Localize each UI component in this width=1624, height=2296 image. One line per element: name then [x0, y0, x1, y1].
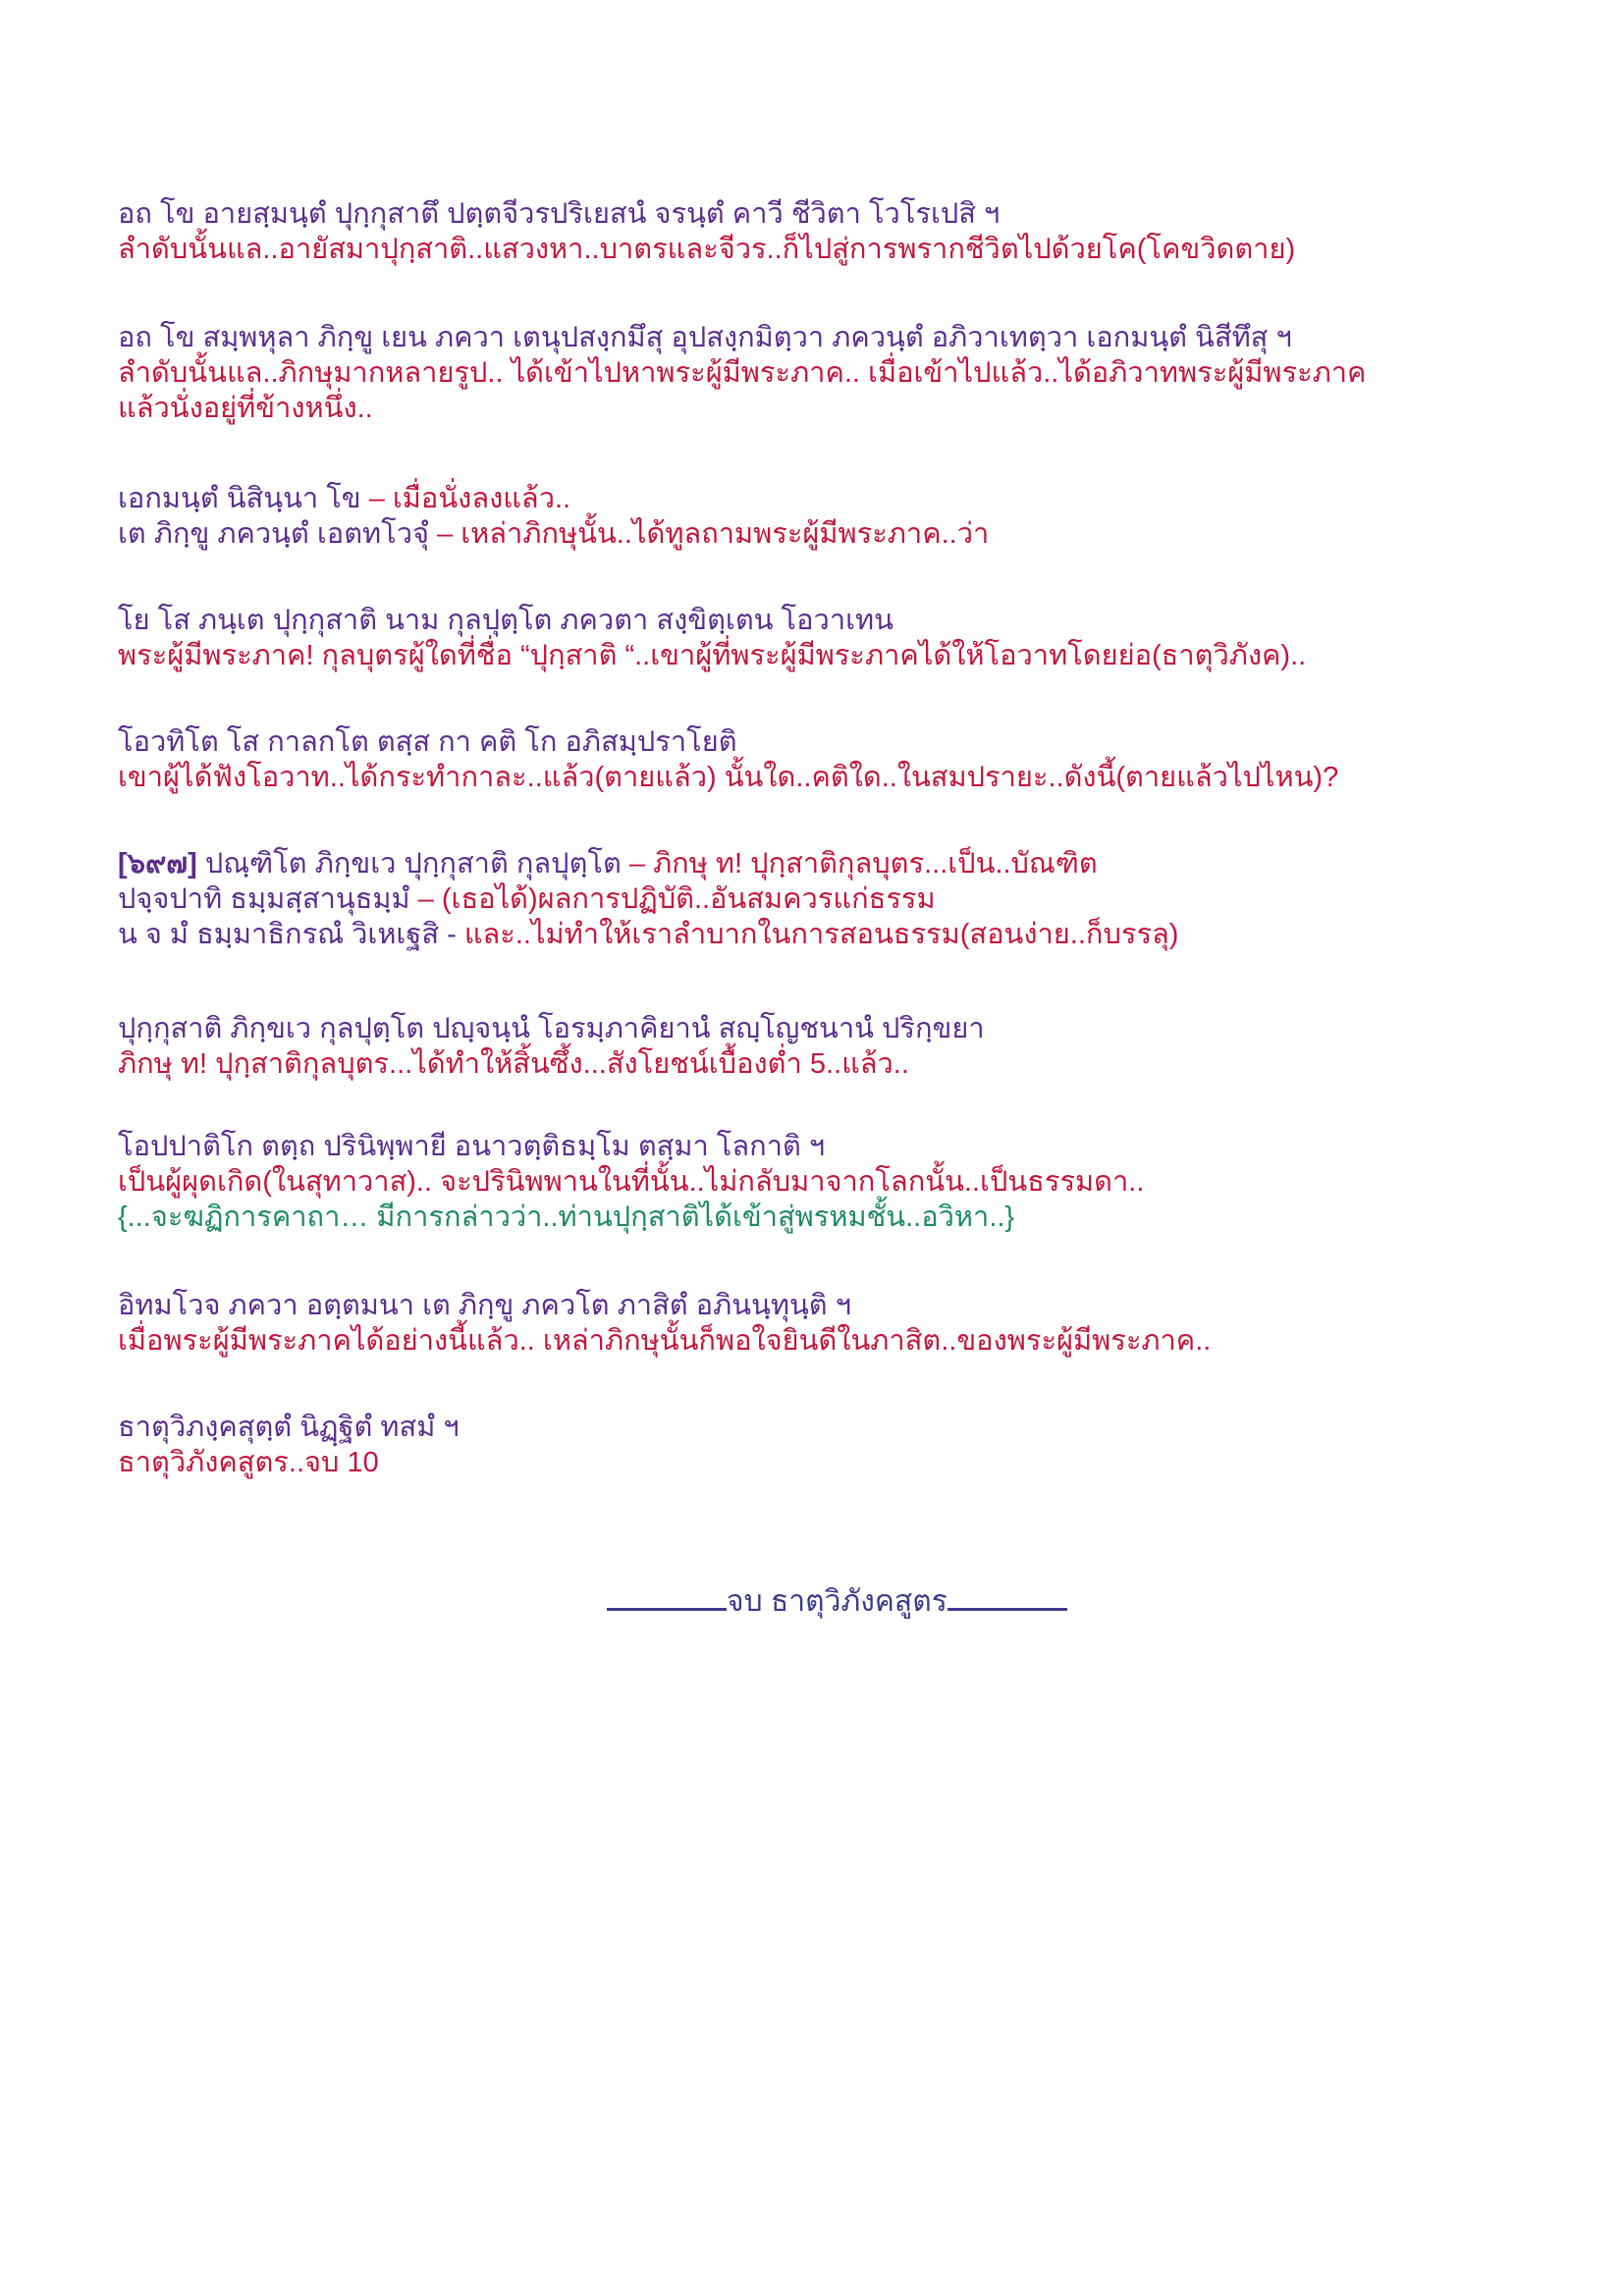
- paragraph-7: [118, 1011, 1551, 1082]
- thai-line: ลำดับนั้นแล..อายัสมาปุกฺสาติ..แสวงหา..บาตรและจีวร..ก็ไปสู่การพรากชีวิตไปด้วยโค(โคขวิดตาย): [118, 234, 1296, 265]
- right-rule: [947, 1578, 1067, 1611]
- pali-text: ปณฺฑิโต ภิกฺขเว ปุกฺกุสาติ กุลปุตฺโต: [196, 848, 622, 880]
- pali-text: เอกมนฺตํ นิสินฺนา โข: [118, 483, 361, 514]
- thai-line: พระผู้มีพระภาค! กุลบุตรผู้ใดที่ชื่อ “ปุกฺสาติ “..เขาผู้ที่พระผู้มีพระภาคได้ให้โอวาทโดยย่อ(ธาตุวิภังค)..: [118, 640, 1307, 671]
- pali-text: เต ภิกฺขู ภควนฺตํ เอตทโวจุํ: [118, 518, 430, 550]
- pali-text: น จ มํ ธมฺมาธิกรณํ วิเหเฐสิ -: [118, 919, 457, 950]
- paragraph-6: [118, 846, 1551, 952]
- note-line: {...จะฆฏิการคาถา… มีการกล่าวว่า..ท่านปุกฺสาติได้เข้าสู่พรหมชั้น..อวิหา..}: [118, 1201, 1015, 1233]
- thai-text: – ภิกษุ ท! ปุกฺสาติกุลบุตร...เป็น..บัณฑิต: [621, 848, 1098, 880]
- ending-label: จบ ธาตุวิภังคสูตร: [727, 1585, 947, 1618]
- thai-line: เป็นผู้ผุดเกิด(ในสุทาวาส).. จะปรินิพพานในที่นั้น..ไม่กลับมาจากโลกนั้น..เป็นธรรมดา..: [118, 1166, 1145, 1198]
- paragraph-2: [118, 320, 1551, 426]
- pali-line: โอปปาติโก ตตฺถ ปรินิพฺพายี อนาวตฺติธมฺโม ตสฺมา โลกาติ ฯ: [118, 1131, 826, 1162]
- pali-line: ธาตุวิภงฺคสุตฺตํ นิฏฺฐิตํ ทสมํ ฯ: [118, 1412, 460, 1443]
- thai-line: เมื่อพระผู้มีพระภาคได้อย่างนี้แล้ว.. เหล่าภิกษุนั้นก็พอใจยินดีในภาสิต..ของพระผู้มีพระภาค..: [118, 1325, 1212, 1357]
- thai-text: – เหล่าภิกษุนั้น..ได้ทูลถามพระผู้มีพระภาค..ว่า: [429, 518, 990, 550]
- thai-line: ลำดับนั้นแล..ภิกษุมากหลายรูป.. ได้เข้าไปหาพระผู้มีพระภาค.. เมื่อเข้าไปแล้ว..ได้อภิวาทพระผู้มีพระภาค: [118, 357, 1367, 389]
- paragraph-9: [118, 1288, 1551, 1359]
- mixed-line: [118, 881, 1551, 917]
- pali-line: ปุกฺกุสาติ ภิกฺขเว กุลปุตฺโต ปญฺจนฺนํ โอรมฺภาคิยานํ สญฺโญชนานํ ปริกฺขยา: [118, 1013, 985, 1044]
- paragraph-10: [118, 1410, 1551, 1480]
- paragraph-8: [118, 1129, 1551, 1235]
- pali-line: อถ โข อายสฺมนฺตํ ปุกฺกุสาตึ ปตฺตจีวรปริเยสนํ จรนฺตํ คาวี ชีวิตา โวโรเปสิ ฯ: [118, 198, 1001, 230]
- left-rule: [607, 1578, 727, 1611]
- pali-line: โอวทิโต โส กาลกโต ตสฺส กา คติ โก อภิสมฺปราโยติ: [118, 726, 737, 758]
- pali-text: ปจฺจปาทิ ธมฺมสฺสานุธมฺมํ: [118, 883, 410, 915]
- paragraph-1: [118, 196, 1551, 267]
- thai-text: และ..ไม่ทำให้เราลำบากในการสอนธรรม(สอนง่าย..ก็บรรลุ): [456, 919, 1179, 950]
- thai-line: ภิกษุ ท! ปุกฺสาติกุลบุตร...ได้ทำให้สิ้นซึ้ง...สังโยชน์เบื้องต่ำ 5..แล้ว..: [118, 1048, 909, 1080]
- mixed-line: [118, 516, 1551, 552]
- thai-line: ธาตุวิภังคสูตร..จบ 10: [118, 1447, 379, 1478]
- mixed-line: [118, 846, 1551, 881]
- paragraph-5: [118, 724, 1551, 795]
- pali-line: อิทมโวจ ภควา อตฺตมนา เต ภิกฺขู ภควโต ภาสิตํ อภินนฺทุนฺติ ฯ: [118, 1290, 851, 1321]
- paragraph-3: [118, 481, 1551, 552]
- paragraph-4: [118, 603, 1551, 673]
- sutta-ending: [607, 1578, 1067, 1621]
- pali-line: อถ โข สมฺพหุลา ภิกฺขู เยน ภควา เตนุปสงฺกมึสุ อุปสงฺกมิตฺวา ภควนฺตํ อภิวาเทตฺวา เอกมนฺตํ นิสีทึสุ ฯ: [118, 322, 1292, 353]
- pali-line: โย โส ภนฺเต ปุกฺกุสาติ นาม กุลปุตฺโต ภควตา สงฺขิตฺเตน โอวาเทน: [118, 605, 893, 636]
- paragraph-ref-number: [๖๙๗]: [118, 848, 197, 880]
- thai-text: – เมื่อนั่งลงแล้ว..: [360, 483, 571, 514]
- thai-line: แล้วนั่งอยู่ที่ข้างหนึ่ง..: [118, 393, 373, 424]
- mixed-line: [118, 917, 1551, 952]
- mixed-line: [118, 481, 1551, 516]
- thai-text: – (เธอได้)ผลการปฏิบัติ..อันสมควรแก่ธรรม: [409, 883, 936, 915]
- thai-line: เขาผู้ได้ฟังโอวาท..ได้กระทำกาละ..แล้ว(ตายแล้ว) นั้นใด..คติใด..ในสมปรายะ..ดังนี้(ตายแล้วไปไหน)?: [118, 762, 1339, 793]
